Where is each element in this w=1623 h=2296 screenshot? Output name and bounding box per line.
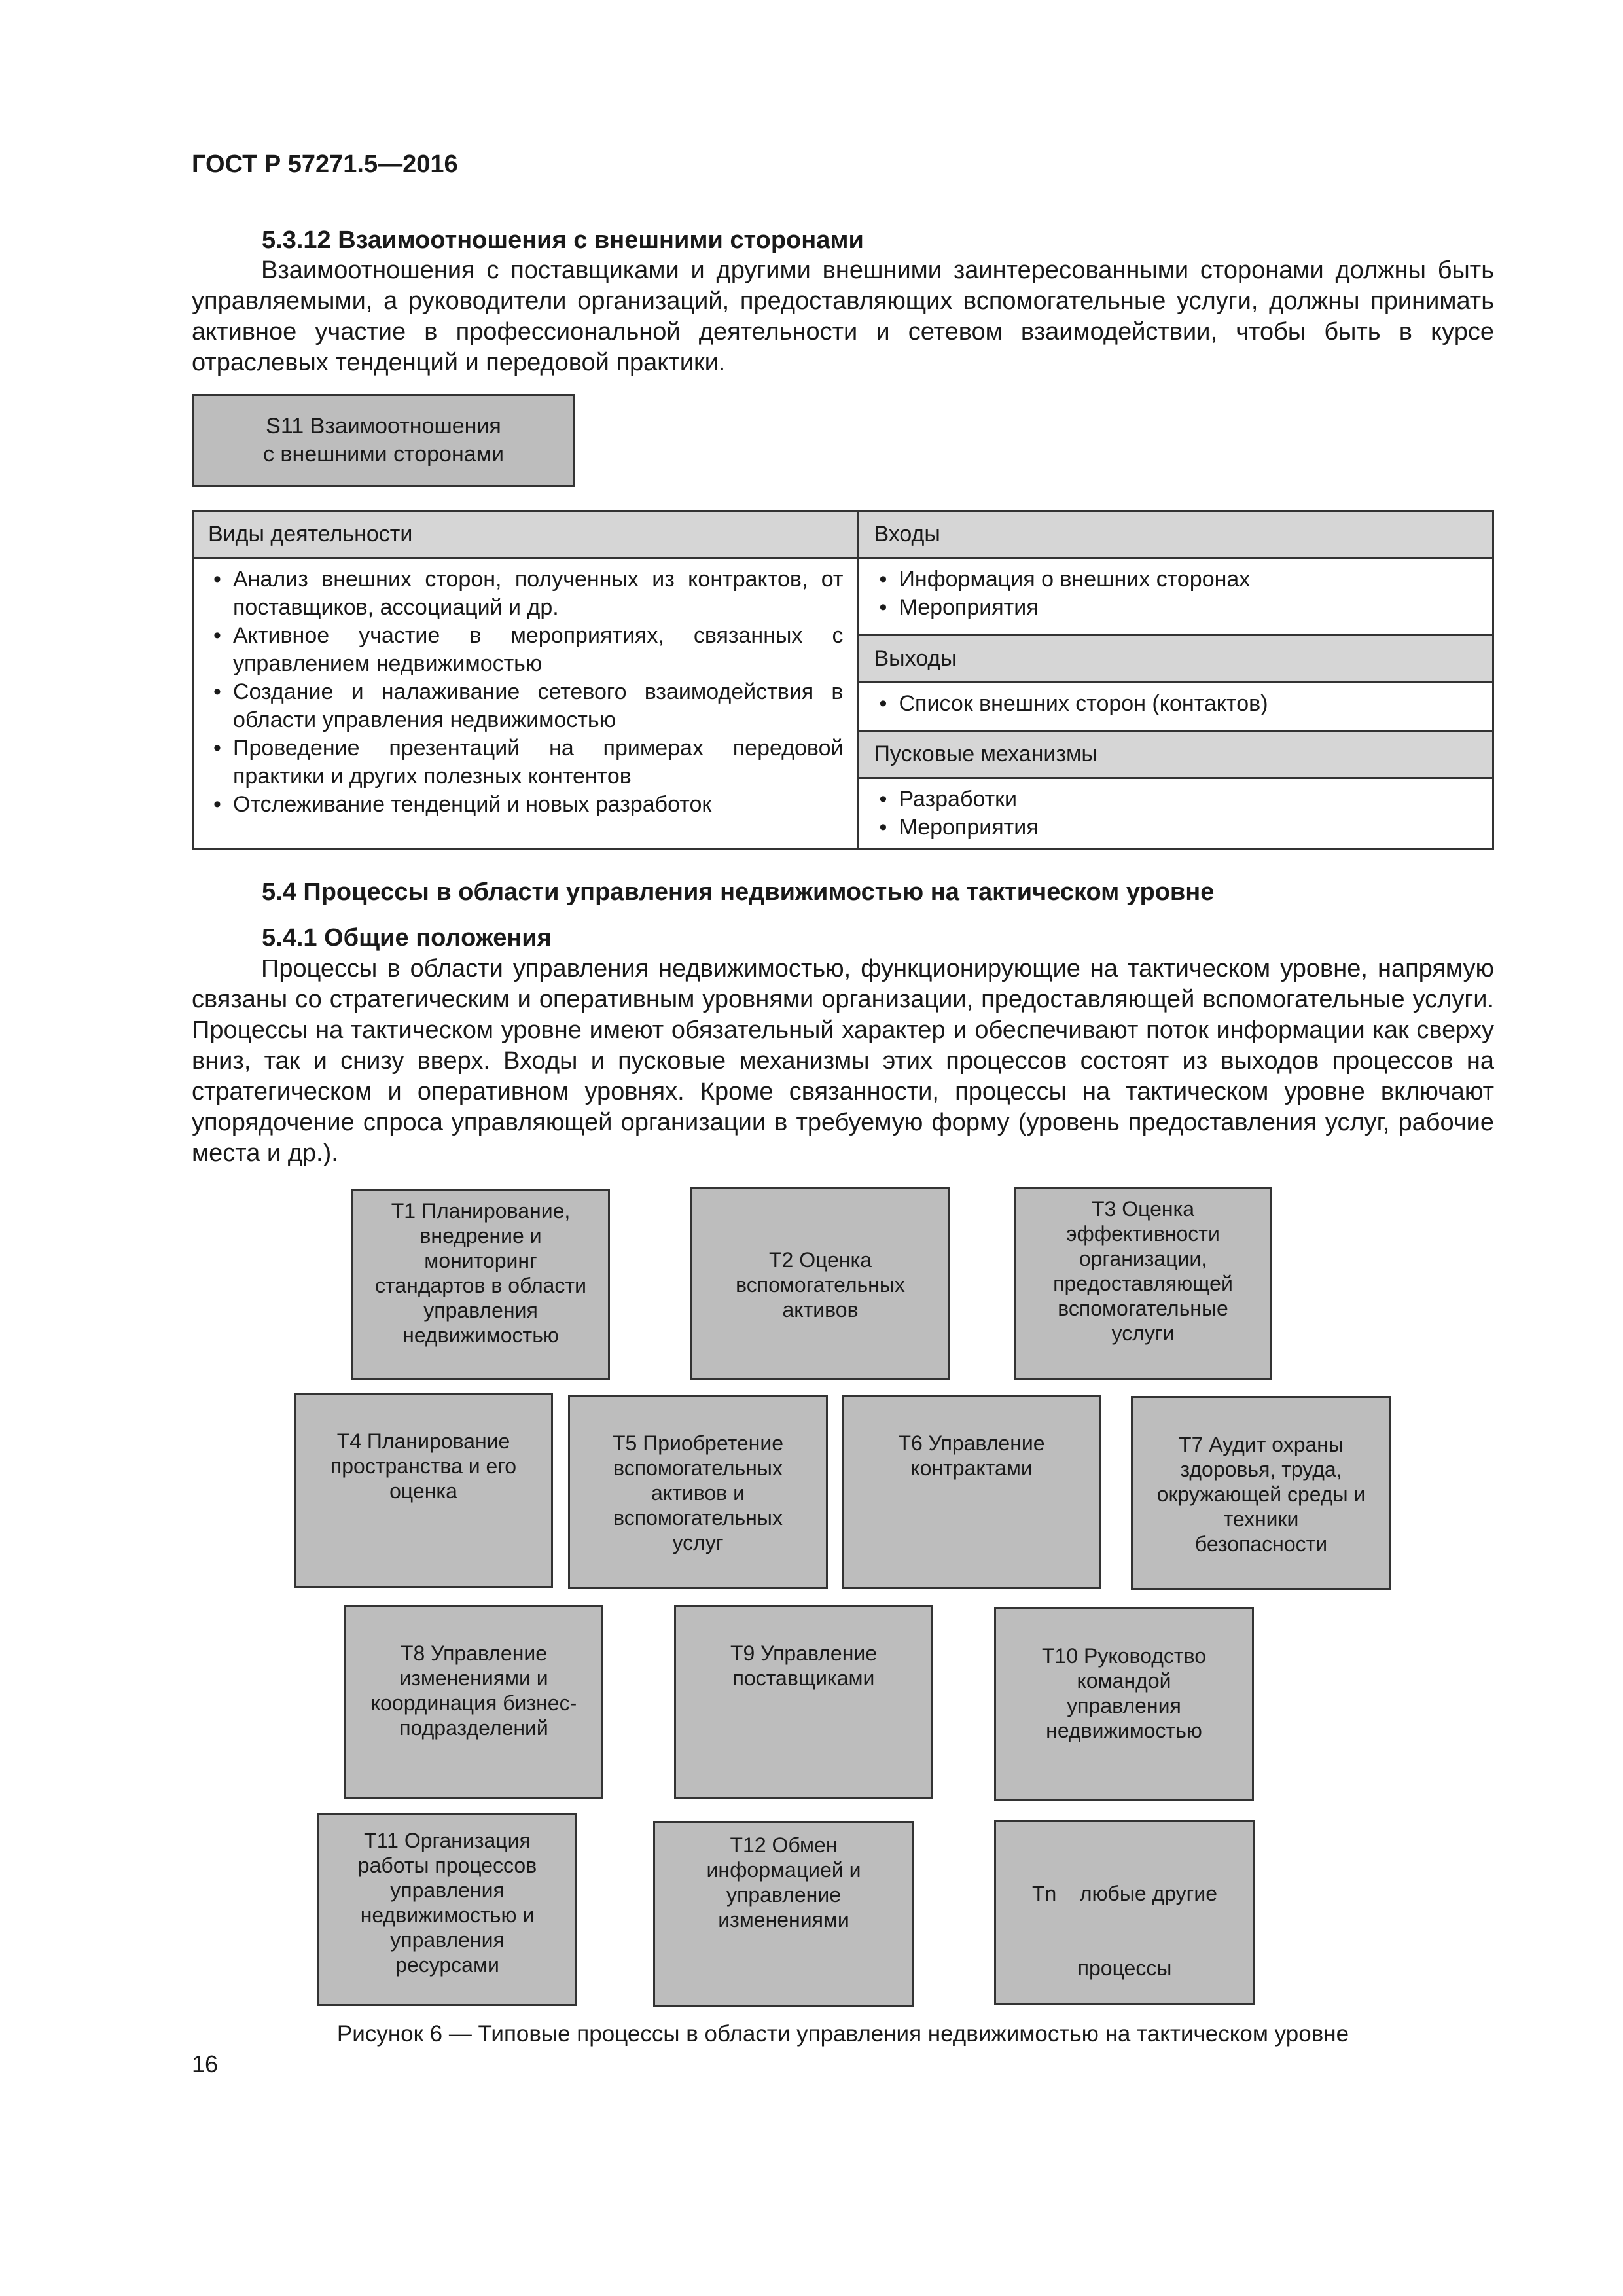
box-line: недвижимостью xyxy=(1046,1719,1202,1742)
box-line: вспомогательных xyxy=(613,1456,783,1480)
section-5-4-1-paragraph: Процессы в области управления недвижимостью, функционирующие на тактическом уровне, напрямую связаны со стратегическим и оперативным уровнями организации, предоставляющей вспомогательные услуги. Процессы на тактическом уровне имеют обязательный характер и обеспечивают поток информации как сверху вниз, так и снизу вверх. Входы и пусковые механизмы этих процессов состоят из выходов процессов на стратегическом и оперативном уровнях. Кроме связанности, процессы на тактическом уровне включают упорядочение спроса управляющей организации в требуемую форму (уровень предоставления услуг, рабочие места и др.). xyxy=(192,955,1494,1167)
box-line: работы процессов xyxy=(357,1854,537,1877)
box-line: T7 Аудит охраны xyxy=(1179,1433,1344,1456)
box-line: T10 Руководство xyxy=(1041,1644,1207,1668)
section-5-3-12-paragraph: Взаимоотношения с поставщиками и другими внешними заинтересованными сторонами должны быть управляемыми, а руководители организаций, предоставляющих вспомогательные услуги, должны принимать активное участие в профессиональной деятельности и сетевом взаимодействии, чтобы быть в курсе отраслевых тенденций и передовой практики. xyxy=(192,257,1494,376)
triggers-cell xyxy=(859,778,1493,850)
box-line: T2 Оценка xyxy=(768,1248,872,1272)
activity-item: • Отслеживание тенденций и новых разработок xyxy=(208,791,843,819)
box-line: управления xyxy=(1067,1694,1181,1717)
box-line: подразделений xyxy=(399,1716,548,1740)
box-line: мониторинг xyxy=(424,1249,537,1272)
box-line: процессы xyxy=(1077,1956,1172,1980)
activity-item: • Анализ внешних сторон, полученных из контрактов, от поставщиков, ассоциаций и др. xyxy=(208,565,843,622)
process-box-t6 xyxy=(842,1395,1101,1589)
s11-box-line-1: S11 Взаимоотношения xyxy=(266,414,501,439)
box-line: вспомогательных xyxy=(613,1506,783,1530)
box-line: техники xyxy=(1223,1507,1299,1531)
s11-process-box xyxy=(192,394,575,487)
box-line: T11 Организация xyxy=(364,1829,531,1852)
outputs-cell xyxy=(859,683,1493,731)
box-line: внедрение и xyxy=(419,1224,542,1247)
page-number: 16 xyxy=(192,2051,219,2077)
activities-header: Виды деятельности xyxy=(193,511,859,558)
box-line: управления xyxy=(390,1878,505,1902)
box-line: окружающей среды и xyxy=(1156,1482,1366,1506)
box-line: вспомогательных xyxy=(736,1273,905,1297)
inputs-cell xyxy=(859,558,1493,636)
activity-item: • Создание и налаживание сетевого взаимодействия в области управления недвижимостью xyxy=(208,678,843,734)
outputs-header: Выходы xyxy=(859,636,1493,683)
box-line: поставщиками xyxy=(732,1666,875,1690)
process-box-t10 xyxy=(994,1607,1254,1801)
box-line: T3 Оценка xyxy=(1091,1197,1195,1221)
process-box-t2 xyxy=(690,1187,950,1380)
box-line: пространства и его xyxy=(330,1454,517,1478)
process-box-t3 xyxy=(1014,1187,1272,1380)
box-line: изменениями xyxy=(718,1908,849,1931)
trigger-item: • Мероприятия xyxy=(874,814,1478,842)
box-line: оценка xyxy=(389,1479,457,1503)
box-line: стандартов в области xyxy=(375,1274,586,1297)
box-line: изменениями и xyxy=(399,1666,548,1690)
box-line: T6 Управление xyxy=(898,1431,1045,1455)
box-line: Tn любые другие xyxy=(1031,1882,1218,1905)
document-header: ГОСТ Р 57271.5—2016 xyxy=(192,151,458,178)
process-box-t12 xyxy=(653,1821,914,2007)
box-line: T4 Планирование xyxy=(336,1429,510,1453)
inputs-header: Входы xyxy=(859,511,1493,558)
box-line: активов и xyxy=(651,1481,745,1505)
activity-item: • Активное участие в мероприятиях, связанных с управлением недвижимостью xyxy=(208,622,843,678)
process-box-tn xyxy=(994,1820,1255,2005)
input-item: • Мероприятия xyxy=(874,594,1478,622)
box-line: недвижимостью и xyxy=(360,1903,535,1927)
box-line: активов xyxy=(782,1298,859,1321)
box-line: T1 Планирование, xyxy=(391,1199,571,1223)
process-box-t9 xyxy=(674,1605,933,1799)
trigger-item: • Разработки xyxy=(874,785,1478,814)
output-item: • Список внешних сторон (контактов) xyxy=(874,690,1478,718)
box-line: управления xyxy=(390,1928,505,1952)
s11-process-table xyxy=(192,510,1494,850)
triggers-header: Пусковые механизмы xyxy=(859,731,1493,778)
box-line: ресурсами xyxy=(395,1953,499,1977)
box-line: T8 Управление xyxy=(400,1641,548,1665)
box-line: организации, xyxy=(1079,1247,1207,1270)
process-box-t7 xyxy=(1131,1396,1391,1590)
box-line: контрактами xyxy=(910,1456,1033,1480)
process-box-t5 xyxy=(568,1395,828,1589)
process-box-t1 xyxy=(351,1189,610,1380)
box-line: T12 Обмен xyxy=(730,1833,838,1857)
box-line: вспомогательные xyxy=(1058,1297,1228,1320)
box-line: предоставляющей xyxy=(1053,1272,1233,1295)
process-box-t8 xyxy=(344,1605,603,1799)
process-box-t4 xyxy=(294,1393,553,1588)
box-line: управление xyxy=(726,1883,841,1907)
box-line: услуги xyxy=(1111,1321,1175,1345)
box-line: недвижимостью xyxy=(402,1323,559,1347)
input-item: • Информация о внешних сторонах xyxy=(874,565,1478,594)
activities-cell xyxy=(193,558,859,850)
section-5-3-12-heading: 5.3.12 Взаимоотношения с внешними сторонами xyxy=(262,226,864,254)
box-line: безопасности xyxy=(1194,1532,1328,1556)
section-5-4-1-heading: 5.4.1 Общие положения xyxy=(262,924,552,952)
box-line: управления xyxy=(423,1299,538,1322)
section-5-4-1-text xyxy=(192,954,1494,1169)
box-line: T5 Приобретение xyxy=(613,1431,783,1455)
figure-caption: Рисунок 6 — Типовые процессы в области управления недвижимостью на тактическом уровне xyxy=(336,2021,1349,2047)
s11-box-line-2: с внешними сторонами xyxy=(262,442,505,467)
box-line: информацией и xyxy=(706,1858,861,1882)
box-line: T9 Управление xyxy=(730,1641,878,1665)
box-line: здоровья, труда, xyxy=(1180,1458,1342,1481)
box-line: услуг xyxy=(672,1531,724,1554)
section-5-4-heading: 5.4 Процессы в области управления недвижимостью на тактическом уровне xyxy=(262,878,1215,906)
activity-item: • Проведение презентаций на примерах передовой практики и других полезных контентов xyxy=(208,734,843,791)
box-line: координация бизнес- xyxy=(370,1691,577,1715)
process-box-t11 xyxy=(317,1813,577,2006)
section-5-3-12-text xyxy=(192,255,1494,378)
box-line: эффективности xyxy=(1066,1222,1220,1246)
box-line: командой xyxy=(1077,1669,1171,1693)
